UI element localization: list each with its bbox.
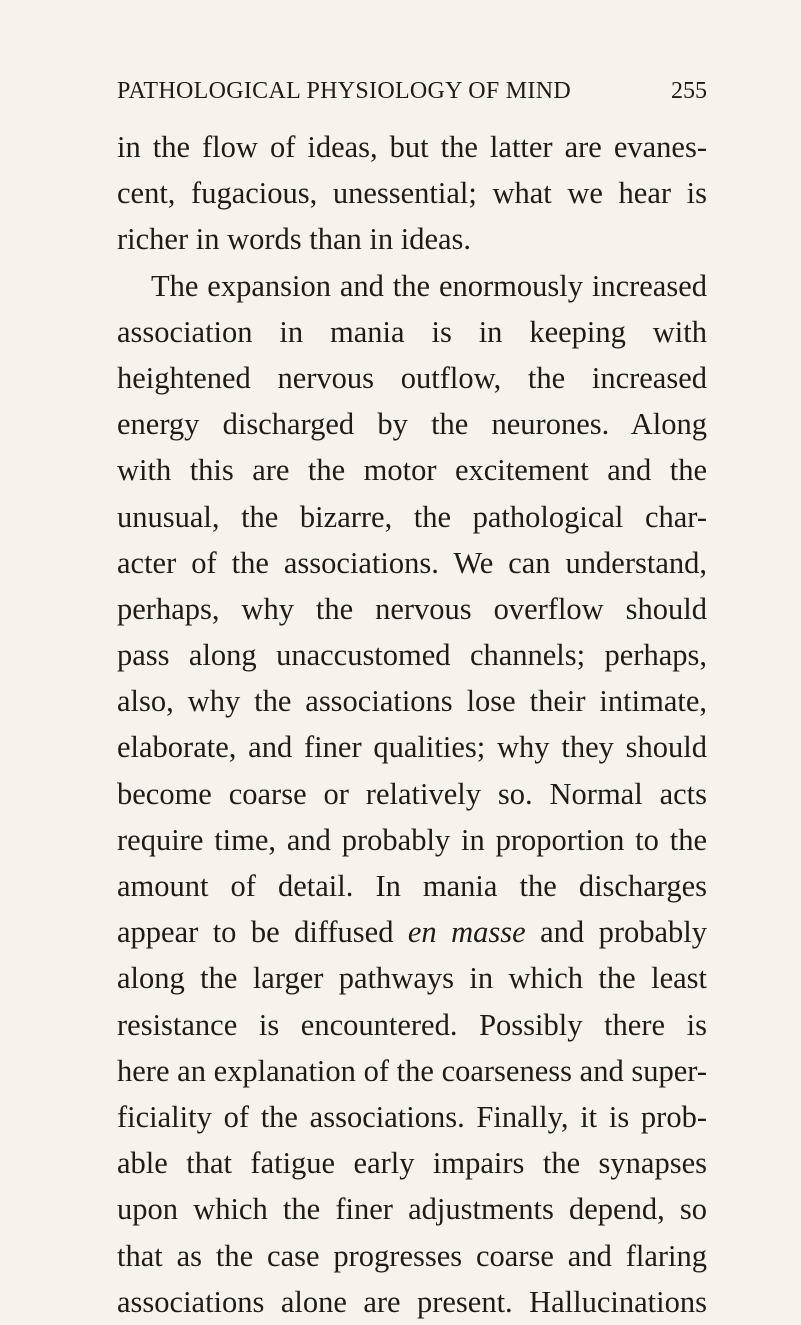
- text-line-25: that as the case progresses coarse and flaring: [117, 1238, 707, 1273]
- text-line-13: also, why the associations lose their intimate,: [117, 684, 707, 719]
- text-line-11: perhaps, why the nervous overflow should: [117, 591, 707, 626]
- text-line-15: become coarse or relatively so. Normal acts: [117, 776, 707, 811]
- body-text: [117, 124, 707, 1319]
- text-line-19: along the larger pathways in which the least: [117, 961, 707, 996]
- text-line-17: amount of detail. In mania the discharges: [117, 869, 707, 903]
- text-line-22: ficiality of the associations. Finally, it is prob-: [117, 1099, 707, 1134]
- text-line-26: associations alone are present. Hallucinations: [117, 1284, 707, 1319]
- text-line-21: here an explanation of the coarseness and super-: [117, 1053, 707, 1088]
- text-line-12: pass along unaccustomed channels; perhaps,: [117, 638, 707, 673]
- text-line-14: elaborate, and finer qualities; why they should: [117, 730, 707, 765]
- text-line-23: able that fatigue early impairs the synapses: [117, 1146, 707, 1181]
- text-line-10: acter of the associations. We can understand,: [117, 545, 707, 580]
- text-line-6: heightened nervous outflow, the increased: [117, 360, 707, 395]
- text-line-3: richer in words than in ideas.: [117, 222, 472, 257]
- text-line-2: cent, fugacious, unessential; what we hear is: [117, 176, 707, 211]
- text-line-4: The expansion and the enormously increased: [151, 268, 707, 303]
- italic-phrase-en-masse: en masse: [407, 915, 526, 950]
- running-head: [117, 70, 707, 104]
- text-line-16: require time, and probably in proportion to the: [117, 822, 707, 857]
- text-line-7: energy discharged by the neurones. Along: [117, 407, 707, 442]
- text-line-5: association in mania is in keeping with: [117, 314, 707, 349]
- text-line-1: in the flow of ideas, but the latter are evanes-: [117, 130, 707, 164]
- text-line-18-before: appear to be diffused: [117, 915, 408, 950]
- text-line-18-after: and probably: [525, 915, 707, 950]
- running-title: PATHOLOGICAL PHYSIOLOGY OF MIND: [117, 78, 571, 104]
- text-line-24: upon which the finer adjustments depend, so: [117, 1192, 707, 1227]
- text-line-9: unusual, the bizarre, the pathological char-: [117, 499, 707, 534]
- page-number: 255: [671, 78, 707, 104]
- text-line-8: with this are the motor excitement and the: [117, 453, 707, 488]
- text-line-18: [117, 909, 707, 955]
- text-line-20: resistance is encountered. Possibly there is: [117, 1007, 707, 1042]
